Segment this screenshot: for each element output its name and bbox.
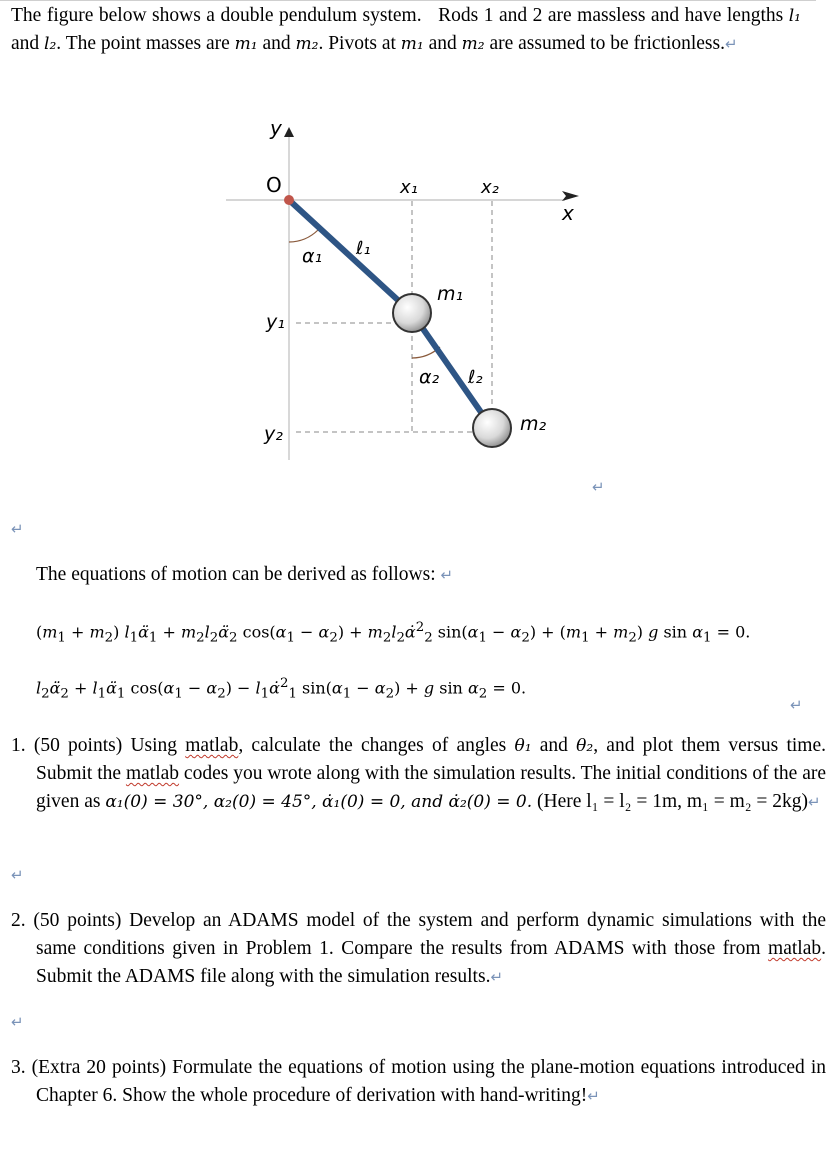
mass-1 (393, 294, 431, 332)
pivot-origin (284, 195, 294, 205)
label-y-axis: y (270, 116, 282, 140)
label-alpha1: α₁ (302, 245, 323, 267)
label-x2: x₂ (481, 177, 499, 198)
return-mark: ↵ (592, 478, 605, 496)
equation-2: $l_2\alphä_2$ + $l_1\alphä_1$ $\cos(\alpha_1 - \alpha_2)$ − $l_1\alphȧ^2_1$ $\sin(\alpha_1 - \alpha_2) + g$ $\sin \alpha_2 = 0$. (36, 676, 527, 702)
double-pendulum-figure (0, 100, 816, 500)
x-axis-arrow (562, 191, 579, 201)
label-y1: y₁ (266, 311, 285, 333)
return-mark: ↵ (790, 696, 803, 714)
label-alpha2: α₂ (419, 366, 440, 388)
mass-2 (473, 409, 511, 447)
label-x1: x₁ (400, 177, 418, 198)
problem-2: 2. (50 points) Develop an ADAMS model of the system and perform dynamic simulations with the same conditions given in Problem 1. Compare the results from ADAMS with those from matlab. Submit the ADAMS file along with the simulation results.↵ (11, 910, 826, 987)
y-axis-arrow (284, 127, 294, 137)
return-mark: ↵ (725, 35, 738, 53)
alpha1-arc (289, 230, 318, 242)
return-mark: ↵ (11, 520, 24, 538)
top-border (0, 0, 816, 1)
intro-paragraph: The figure below shows a double pendulum system. Rods 1 and 2 are massless and have lengths l₁ and l₂. The point masses are m₁ and m₂. Pivots at m₁ and m₂ are assumed to be frictionless.↵ (11, 5, 801, 54)
label-origin: O (266, 173, 282, 197)
label-l2: ℓ₂ (468, 367, 483, 388)
eom-intro: The equations of motion can be derived as follows: ↵ (36, 564, 454, 585)
problem-3: 3. (Extra 20 points) Formulate the equations of motion using the plane-motion equations introduced in Chapter 6. Show the whole procedure of derivation with hand-writing!↵ (11, 1057, 826, 1106)
label-m1: m₁ (437, 283, 464, 305)
equation-1: $(m_1 + m_2)$ $l_1\alphä_1$ + $m_2l_2\alphä_2$ $\cos(\alpha_1 - \alpha_2)$ + $m_2l_2\alphȧ^2_2$ $\sin(\alpha_1 - \alpha_2) + (m_1 + m_2)$ g $\sin \alpha_1 = 0$. (36, 620, 751, 646)
label-m2: m₂ (520, 413, 547, 435)
problem-1: 1. (50 points) Using matlab, calculate the changes of angles θ₁ and θ₂, and plot them versus time. Submit the matlab codes you wrote along with the simulation results. The initial conditions of the are given as α₁(0) = 30°, α₂(0) = 45°, α̇₁(0) = 0, and α̇₂(0) = 0. (Here l₁ = l₂ = 1m, m₁ = m₂ = 2kg)↵ (11, 735, 826, 812)
label-x-axis: x (562, 201, 574, 225)
return-mark: ↵ (11, 1013, 24, 1031)
label-l1: ℓ₁ (356, 238, 371, 259)
return-mark: ↵ (11, 866, 24, 884)
label-y2: y₂ (264, 423, 283, 445)
